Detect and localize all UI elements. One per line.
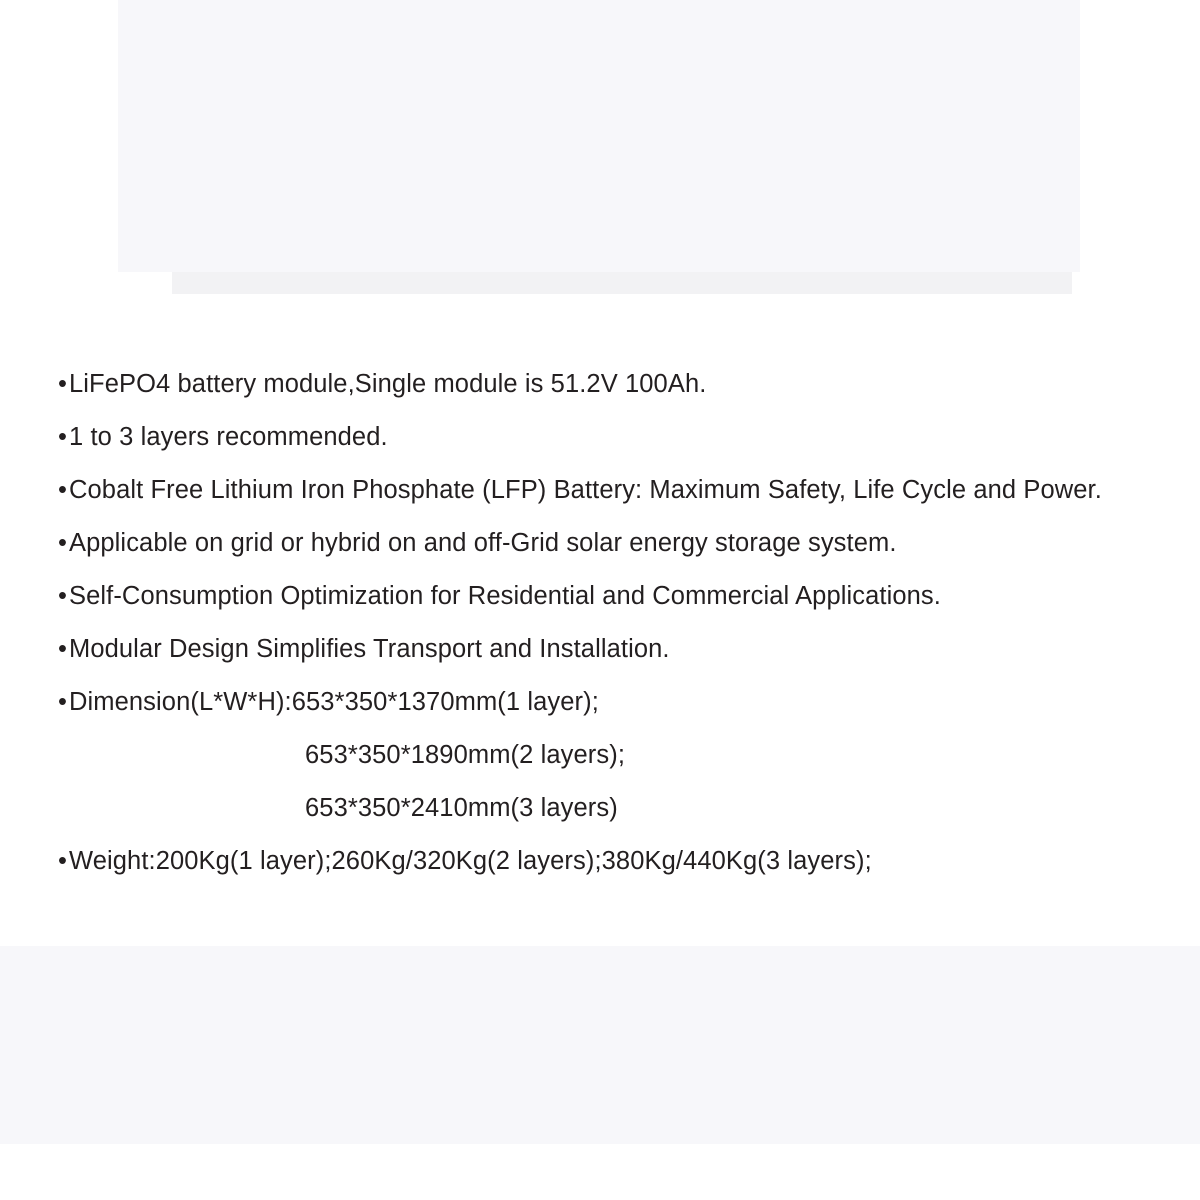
spec-text: 653*350*1890mm(2 layers); — [305, 741, 626, 769]
spec-text: LiFePO4 battery module,Single module is 51.2V 100Ah. — [69, 370, 707, 398]
bullet-icon: • — [58, 635, 68, 663]
spec-text: Weight:200Kg(1 layer);260Kg/320Kg(2 layers);380Kg/440Kg(3 layers); — [69, 847, 872, 875]
spec-text: Self-Consumption Optimization for Residential and Commercial Applications. — [69, 582, 941, 610]
spec-line — [58, 835, 1142, 888]
spec-text: 1 to 3 layers recommended. — [69, 423, 388, 451]
spec-line — [58, 517, 1142, 570]
bullet-icon: • — [58, 370, 68, 398]
battery-cabinet-photo — [118, 0, 1080, 272]
bullet-icon: • — [58, 529, 68, 557]
bullet-icon: • — [58, 847, 68, 875]
spec-text: Modular Design Simplifies Transport and Installation. — [69, 635, 670, 663]
spec-line — [58, 464, 1142, 517]
spec-line — [58, 782, 1142, 835]
footer-strip — [0, 1144, 1200, 1200]
spec-line — [58, 358, 1142, 411]
bullet-icon: • — [58, 688, 68, 716]
spec-line — [58, 411, 1142, 464]
spec-line — [58, 729, 1142, 782]
spec-line — [58, 676, 1142, 729]
bullet-icon: • — [58, 582, 68, 610]
spec-text: 653*350*2410mm(3 layers) — [305, 794, 618, 822]
photo-shadow — [172, 272, 1072, 294]
bullet-icon: • — [58, 476, 68, 504]
product-image-band — [0, 0, 1200, 320]
spec-text: Cobalt Free Lithium Iron Phosphate (LFP) Battery: Maximum Safety, Life Cycle and Power. — [69, 476, 1102, 504]
footer-band — [0, 946, 1200, 1200]
spec-line — [58, 623, 1142, 676]
specification-list — [0, 358, 1200, 888]
spec-text: Dimension(L*W*H):653*350*1370mm(1 layer); — [69, 688, 599, 716]
bullet-icon: • — [58, 423, 68, 451]
spec-text: Applicable on grid or hybrid on and off-Grid solar energy storage system. — [69, 529, 897, 557]
spec-line — [58, 570, 1142, 623]
